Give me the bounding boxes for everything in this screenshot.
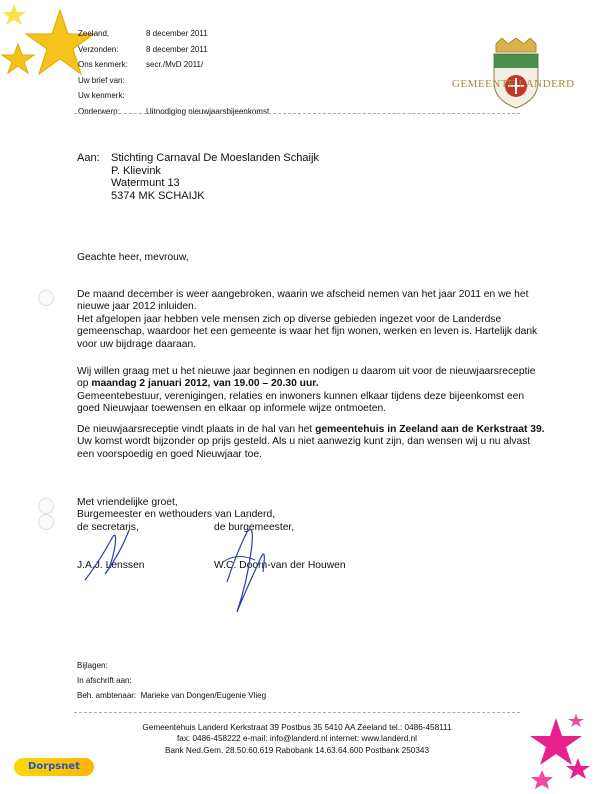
star-decoration-bottom — [520, 712, 595, 792]
punch-hole — [38, 498, 54, 514]
name-mayor: W.C. Doorn-van der Houwen — [214, 560, 346, 571]
star-icon — [568, 714, 584, 727]
salutation: Geachte heer, mevrouw, — [77, 252, 189, 263]
closing: Met vriendelijke groet, Burgemeester en wethouders van Landerd, — [77, 497, 276, 521]
meta-row: Uw brief van: — [78, 75, 125, 85]
punch-hole — [38, 290, 54, 306]
municipality-name: GEMEENTE LANDERD — [452, 78, 575, 90]
paragraph-invitation: Wij willen graag met u het nieuwe jaar beginnen en nodigen u daarom uit voor de nieuwjaarsreceptie op maandag 2 januari 2012, van 19.00 – 20.30 uur. Gemeentebestuur, verenigingen, relaties en inwoners kunnen elkaar tijdens deze bijeenkomst een goed Nieuwjaar toewensen en elkaar op informele wijze ontmoeten. — [77, 366, 536, 415]
enclosure-row: Beh. ambtenaar: Marieke van Dongen/Eugenie Vlieg — [77, 691, 267, 700]
letter-meta — [78, 26, 269, 119]
footer-divider — [74, 712, 520, 713]
paragraph-intro: De maand december is weer aangebroken, waarin we afscheid nemen van het jaar 2011 en we het nieuwe jaar 2012 inluiden. Het afgelopen jaar hebben vele mensen zich op diverse gebieden ingezet voor de Landerdse gemeenschap, waardoor het een gemeente is waar het fijn wonen, werken en leven is. Hartelijk dank voor uw bijdrage daaraan. — [77, 289, 538, 350]
addressee-lines: Stichting Carnaval De Moeslanden Schaijk P. Klievink Watermunt 13 5374 MK SCHAIJK — [111, 152, 319, 202]
star-icon — [2, 44, 34, 73]
punch-hole — [38, 514, 54, 530]
meta-row: Ons kenmerk: secr./MvD 2011/ — [78, 60, 204, 69]
header-divider — [74, 113, 520, 114]
enclosure-row: Bijlagen: — [77, 661, 108, 670]
meta-row: Onderwerp: Uitnodiging nieuwjaarsbijeenkomst — [78, 106, 270, 116]
municipality-crest-icon — [488, 38, 544, 110]
letter-footer: Gemeentehuis Landerd Kerkstraat 39 Postbus 35 5410 AA Zeeland tel.: 0486-458111 fax: 0486-458222 e-mail: info@landerd.nl internet: www.landerd.nl Bank Ned.Gem. 28.50.60.619 Rabobank 14.63.64.600 Postbank 250343 — [142, 723, 452, 755]
role-secretary: de secretaris, — [77, 522, 139, 533]
star-icon — [2, 4, 26, 25]
star-icon — [531, 770, 553, 789]
enclosures — [77, 658, 266, 703]
signature-icon — [77, 522, 297, 622]
paragraph-location: De nieuwjaarsreceptie vindt plaats in de hal van het gemeentehuis in Zeeland aan de Kerkstraat 39. Uw komst wordt bijzonder op prijs gesteld. Als u niet aanwezig kunt zijn, dan wensen wij u nu alvast een voorspoedig en goed Nieuwjaar toe. — [77, 424, 545, 460]
meta-row: Verzonden: 8 december 2011 — [78, 44, 208, 54]
role-mayor: de burgemeester, — [214, 522, 295, 533]
name-secretary: J.A.J. Lenssen — [77, 560, 145, 571]
meta-row: Zeeland, 8 december 2011 — [78, 29, 208, 38]
dorpsnet-logo: Dorpsnet — [14, 758, 94, 776]
addressee-label: Aan: — [77, 152, 100, 164]
meta-row: Uw kenmerk: — [78, 91, 125, 100]
enclosure-row: In afschrift aan: — [77, 676, 132, 685]
